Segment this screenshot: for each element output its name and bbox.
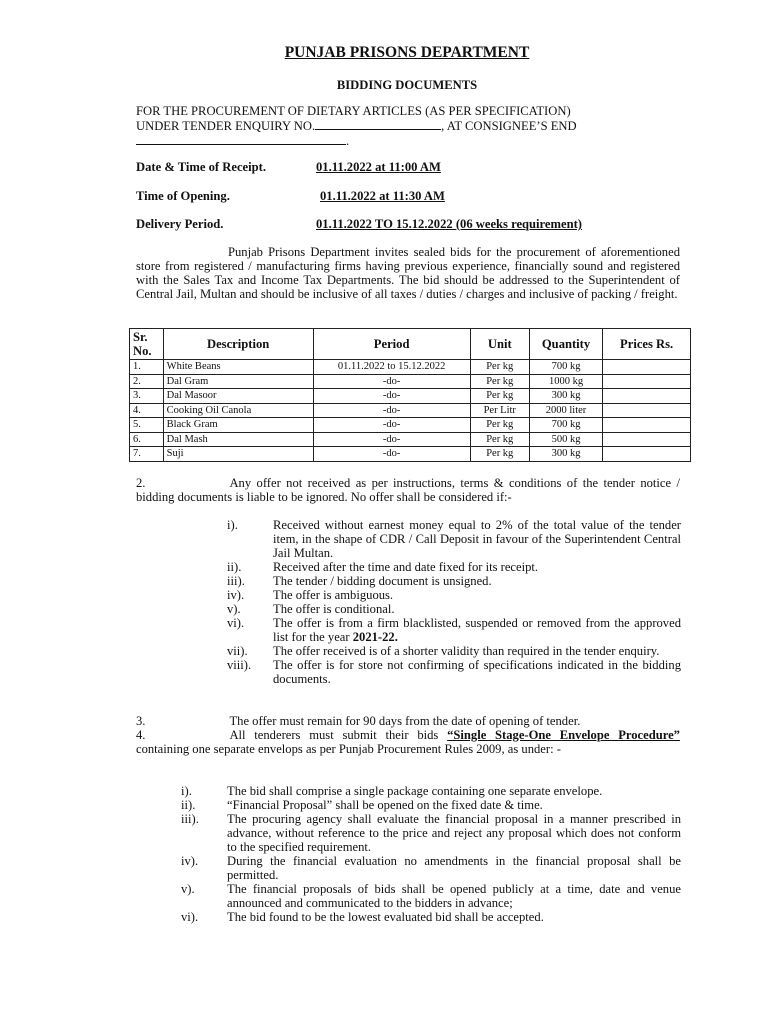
delivery-value: 01.11.2022 TO 15.12.2022 (06 weeks requirement) [316,217,582,231]
clause-4-text-b: containing one separate envelops as per Punjab Procurement Rules 2009, as under: - [136,742,561,756]
description-cell: Dal Gram [163,374,313,389]
list-item-text: The financial proposals of bids shall be opened publicly at a time, date and venue announced and communicated to the bidders in advance; [227,882,681,910]
price-cell [603,432,691,447]
list-item-number: iv). [181,854,199,868]
period-cell: -do- [313,374,470,389]
list-item [227,602,681,616]
price-cell [603,389,691,404]
unit-cell: Per kg [470,447,529,462]
table-row [130,389,691,404]
list-item-number: i). [181,784,192,798]
unit-cell: Per kg [470,374,529,389]
period-cell: 01.11.2022 to 15.12.2022 [313,360,470,375]
intro-line-3-end: . [346,134,350,148]
description-cell: Dal Mash [163,432,313,447]
receipt-label: Date & Time of Receipt. [136,160,266,174]
sr-no-cell: 7. [130,447,164,462]
description-cell: Suji [163,447,313,462]
items-table [129,328,691,462]
col-header: Sr. No. [130,329,164,360]
quantity-cell: 700 kg [529,360,602,375]
clause-3-number: 3. [136,714,146,728]
list-item-number: vi). [181,910,199,924]
list-item-text: “Financial Proposal” shall be opened on the fixed date & time. [227,798,543,812]
list-item [227,588,681,602]
list-item-number: vii). [227,644,248,658]
period-cell: -do- [313,403,470,418]
period-cell: -do- [313,389,470,404]
intro-line-2b: , AT CONSIGNEE’S END [441,119,577,133]
quantity-cell: 2000 liter [529,403,602,418]
unit-cell: Per kg [470,360,529,375]
list-item-number: vi). [227,616,245,630]
sr-no-cell: 3. [130,389,164,404]
list-item [181,910,681,924]
price-cell [603,418,691,433]
list-item-number: iii). [227,574,245,588]
unit-cell: Per kg [470,432,529,447]
clause-4 [136,728,680,756]
list-item-text: The offer received is of a shorter validity than required in the tender enquiry. [273,644,660,658]
list-item-text: The bid found to be the lowest evaluated bid shall be accepted. [227,910,544,924]
list-item-number: ii). [227,560,242,574]
list-item-text: The offer is for store not confirming of specifications indicated in the bidding documents. [273,658,681,686]
list-item-text: The offer is conditional. [273,602,395,616]
opening-label: Time of Opening. [136,189,230,203]
sr-no-cell: 2. [130,374,164,389]
col-header: Description [163,329,313,360]
document-title: PUNJAB PRISONS DEPARTMENT [284,44,530,61]
list-item-number: v). [227,602,241,616]
list-item-text: The offer is from a firm blacklisted, suspended or removed from the approved list for the year [273,616,681,644]
col-header: Prices Rs. [603,329,691,360]
table-row [130,432,691,447]
quantity-cell: 300 kg [529,389,602,404]
list-item-number: iii). [181,812,199,826]
list-item-text: The procuring agency shall evaluate the financial proposal in a manner prescribed in advance, without reference to the price and reject any proposal which does not conform to the specified requirement. [227,812,681,854]
list-item-number: v). [181,882,195,896]
table-row [130,360,691,375]
intro-line-1: FOR THE PROCUREMENT OF DIETARY ARTICLES (AS PER SPECIFICATION) [136,104,571,118]
list-item [181,882,681,910]
price-cell [603,447,691,462]
col-header: Period [313,329,470,360]
clause-4-number: 4. [136,728,146,742]
clause-2 [136,476,680,504]
description-cell: White Beans [163,360,313,375]
quantity-cell: 1000 kg [529,374,602,389]
sr-no-cell: 5. [130,418,164,433]
delivery-label: Delivery Period. [136,217,224,231]
clause-3-text: The offer must remain for 90 days from the date of opening of tender. [229,714,581,728]
sr-no-cell: 1. [130,360,164,375]
list-item [227,616,681,644]
list-item [227,644,681,658]
list-item-text: During the financial evaluation no amendments in the financial proposal shall be permitted. [227,854,681,882]
clause-2-text: Any offer not received as per instructions, terms & conditions of the tender notice / bidding documents is liable to be ignored. No offer shall be considered if:- [136,476,680,504]
table-row [130,403,691,418]
table-row [130,447,691,462]
clause-4-procedure: “Single Stage-One Envelope Procedure” [447,728,680,742]
period-cell: -do- [313,432,470,447]
clause-3 [136,714,680,728]
list-item-text: Received without earnest money equal to 2% of the total value of the tender item, in the shape of CDR / Call Deposit in favour of the Superintendent Central Jail Multan. [273,518,681,560]
list-item-text: Received after the time and date fixed for its receipt. [273,560,539,574]
price-cell [603,403,691,418]
invitation-paragraph [136,245,680,301]
list-item [227,518,681,560]
list-item [227,574,681,588]
procurement-intro [136,104,680,148]
quantity-cell: 500 kg [529,432,602,447]
description-cell: Dal Masoor [163,389,313,404]
list-item-number: viii). [227,658,252,672]
clause-4-text-a: All tenderers must submit their bids [229,728,448,742]
opening-value: 01.11.2022 at 11:30 AM [320,189,445,203]
tender-number-blank [315,118,441,130]
list-item [227,658,681,686]
list-item [181,812,681,854]
clause-4-procedure-items [181,784,681,924]
unit-cell: Per kg [470,389,529,404]
sr-no-cell: 4. [130,403,164,418]
list-item [181,854,681,882]
receipt-value: 01.11.2022 at 11:00 AM [316,160,441,174]
list-item [227,560,681,574]
unit-cell: Per Litr [470,403,529,418]
unit-cell: Per kg [470,418,529,433]
description-cell: Cooking Oil Canola [163,403,313,418]
list-item-text: The offer is ambiguous. [273,588,394,602]
list-item [181,784,681,798]
quantity-cell: 700 kg [529,418,602,433]
price-cell [603,360,691,375]
table-row [130,418,691,433]
list-item-text: The tender / bidding document is unsigned. [273,574,492,588]
table-header-row [130,329,691,360]
period-cell: -do- [313,447,470,462]
invitation-text: Punjab Prisons Department invites sealed bids for the procurement of aforementioned store from registered / manufacturing firms having previous experience, financially sound and registered with the Sales Tax and Income Tax Departments. The bid should be addressed to the Superintendent of Central Jail, Multan and should be inclusive of all taxes / duties / charges and inclusive of packing / freight. [136,245,680,301]
price-cell [603,374,691,389]
list-item-number: i). [227,518,238,532]
quantity-cell: 300 kg [529,447,602,462]
consignee-blank [136,133,346,145]
description-cell: Black Gram [163,418,313,433]
document-subtitle: BIDDING DOCUMENTS [336,78,478,92]
col-header: Quantity [529,329,602,360]
clause-2-conditions [227,518,681,686]
sr-no-cell: 6. [130,432,164,447]
col-header: Unit [470,329,529,360]
table-row [130,374,691,389]
clause-2-number: 2. [136,476,146,490]
list-item-year: 2021-22. [352,630,398,644]
period-cell: -do- [313,418,470,433]
intro-line-2a: UNDER TENDER ENQUIRY NO. [136,119,316,133]
list-item-number: iv). [227,588,245,602]
list-item-text: The bid shall comprise a single package containing one separate envelope. [227,784,603,798]
list-item [181,798,681,812]
list-item-number: ii). [181,798,196,812]
